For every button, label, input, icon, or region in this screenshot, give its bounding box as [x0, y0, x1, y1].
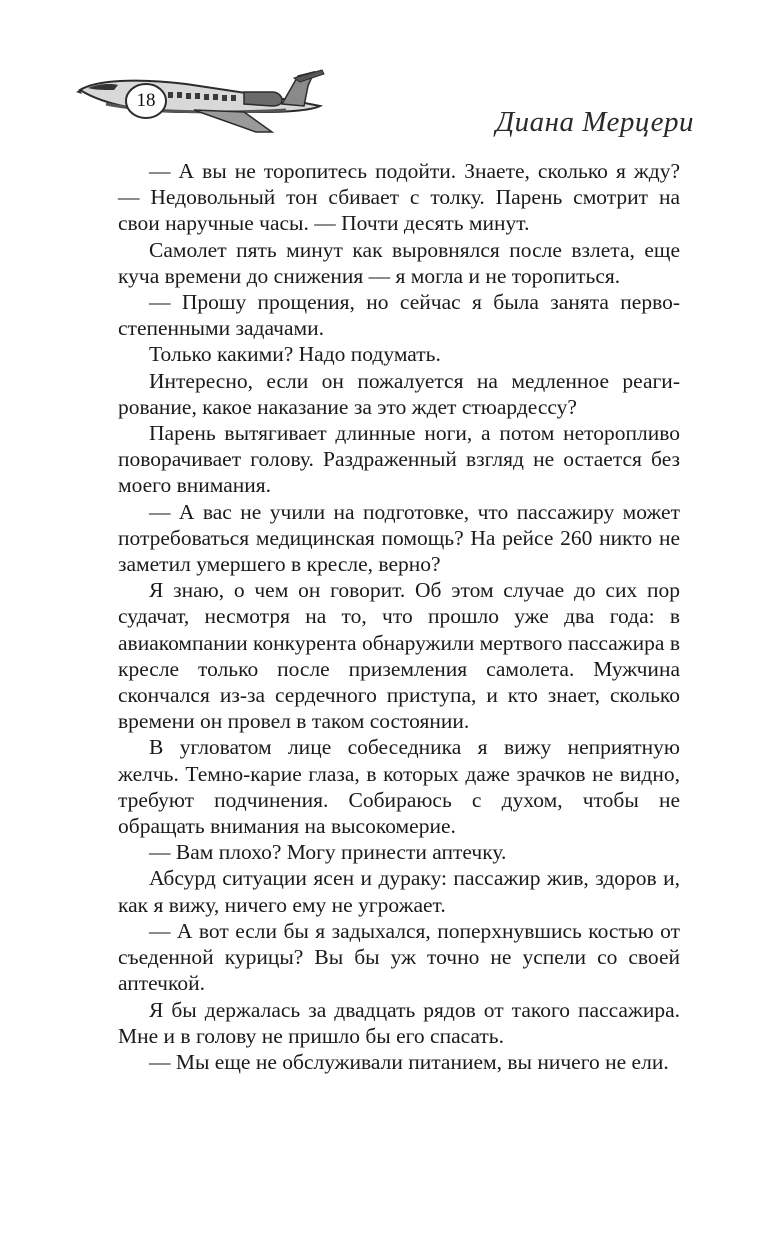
paragraph: Интересно, если он пожалуется на медленное реагирование, какое наказание за это ждет стюардессу? — [118, 368, 680, 419]
paragraph: Самолет пять минут как выровнялся после взлета, еще куча времени до снижения — я могла и не торопиться. — [118, 237, 680, 288]
paragraph: Абсурд ситуации ясен и дураку: пассажир жив, здоров и, как я вижу, ничего ему не угрожает. — [118, 866, 680, 917]
paragraph: Я бы держалась за двадцать рядов от такого пассажира. Мне и в голову не пришло бы его спасать. — [118, 997, 680, 1048]
page-number: 18 — [136, 90, 156, 111]
paragraph: — Мы еще не обслуживали питанием, вы ничего не ели. — [149, 1049, 669, 1074]
page-header — [0, 0, 768, 150]
paragraph: В угловатом лице собеседника я вижу неприятную желчь. Темно-карие глаза, в которых даже зрачков не видно, требуют подчинения. Собираюсь с духом, чтобы не обращать внимания на высокомерие. — [118, 735, 680, 839]
paragraph: — А вот если бы я задыхался, поперхнувшись костью от съеденной курицы? Вы бы уж точно не успели со своей аптечкой. — [118, 918, 680, 996]
paragraph: — Вам плохо? Могу принести аптечку. — [149, 840, 507, 865]
running-head-author: Диана Мерцери — [495, 106, 694, 138]
paragraph: Парень вытягивает длинные ноги, а потом неторопливо поворачивает голову. Раздраженный взгляд не остается без моего внимания. — [118, 421, 680, 498]
paragraph: — А вы не торопитесь подойти. Знаете, сколько я жду? — Недовольный тон сбивает с толку. Парень смотрит на свои наручные часы. — Почти десять минут. — [118, 159, 680, 236]
airplane-icon — [76, 66, 326, 138]
paragraph: — Прошу прощения, но сейчас я была занята первостепенными задачами. — [118, 290, 680, 341]
paragraph: Я знаю, о чем он говорит. Об этом случае до сих пор судачат, несмотря на то, что прошло уже два года: в авиакомпании конкурента обнаружили мертвого пассажира в кресле только после приземления самолета. Мужчина скончался из-за сердечного приступа, и кто знает, сколько времени он провел в таком состоянии. — [118, 578, 680, 734]
paragraph: — А вас не учили на подготовке, что пассажиру может потребоваться медицинская помощь? На рейсе 260 никто не заметил умершего в кресле, верно? — [118, 499, 680, 577]
body-text — [118, 158, 680, 1075]
paragraph: Только какими? Надо подумать. — [149, 342, 441, 367]
